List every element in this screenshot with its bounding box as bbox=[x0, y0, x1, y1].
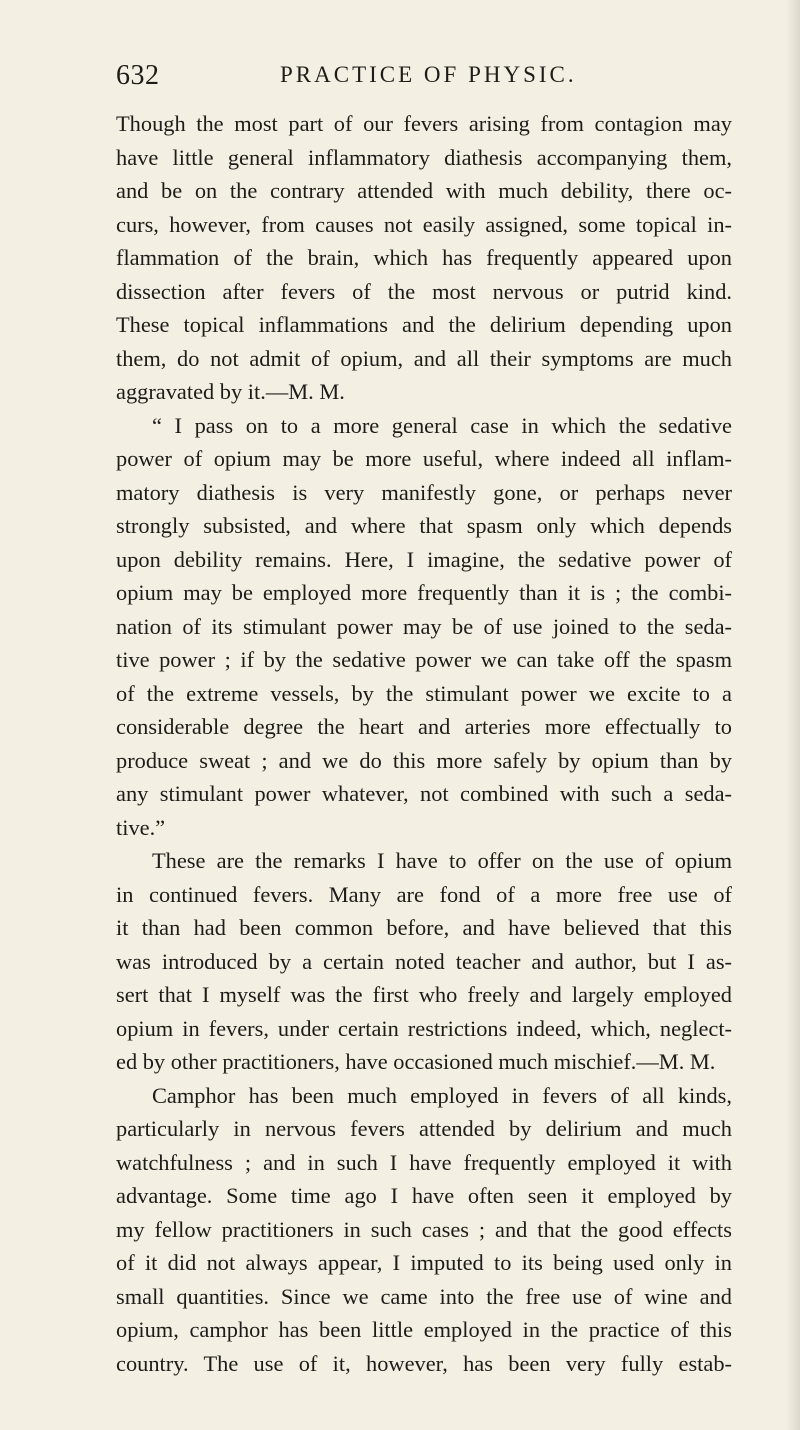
body-text bbox=[116, 107, 732, 1380]
text-line: was introduced by a certain noted teacher and author, but I as- bbox=[116, 948, 732, 974]
text-line: in continued fevers. Many are fond of a more free use of bbox=[116, 881, 732, 907]
page-number: 632 bbox=[116, 60, 160, 91]
text-line: tive power ; if by the sedative power we can take off the spasm bbox=[116, 647, 732, 672]
text-line: sert that I myself was the first who freely and largely employed bbox=[116, 982, 732, 1007]
running-head: PRACTICE OF PHYSIC. bbox=[280, 62, 577, 87]
text-line: country. The use of it, however, has been very fully estab- bbox=[116, 1350, 732, 1376]
text-line: particularly in nervous fevers attended by delirium and much bbox=[116, 1116, 732, 1141]
text-line: them, do not admit of opium, and all their symptoms are much bbox=[116, 345, 732, 371]
text-line: These topical inflammations and the delirium depending upon bbox=[116, 312, 732, 337]
text-line: it than had been common before, and have believed that this bbox=[116, 915, 732, 940]
text-line: “ I pass on to a more general case in which the sedative bbox=[152, 412, 732, 438]
text-line: opium, camphor has been little employed in the practice of this bbox=[116, 1317, 732, 1342]
page-edge-shadow bbox=[786, 0, 800, 1430]
text-line: small quantities. Since we came into the free use of wine and bbox=[116, 1283, 732, 1309]
text-line: opium may be employed more frequently than it is ; the combi- bbox=[116, 580, 732, 605]
text-line: power of opium may be more useful, where indeed all inflam- bbox=[116, 446, 732, 471]
text-line: my fellow practitioners in such cases ; and that the good effects bbox=[116, 1216, 732, 1242]
text-line: tive.” bbox=[116, 814, 166, 840]
text-line: of it did not always appear, I imputed to its being used only in bbox=[116, 1250, 732, 1275]
text-line: dissection after fevers of the most nervous or putrid kind. bbox=[116, 278, 732, 304]
text-line: advantage. Some time ago I have often seen it employed by bbox=[116, 1183, 732, 1208]
text-line: opium in fevers, under certain restrictions indeed, which, neglect- bbox=[116, 1015, 732, 1041]
text-line: produce sweat ; and we do this more safely by opium than by bbox=[116, 747, 732, 773]
text-line: matory diathesis is very manifestly gone, or perhaps never bbox=[116, 479, 732, 505]
text-line: of the extreme vessels, by the stimulant power we excite to a bbox=[116, 680, 732, 706]
text-line: aggravated by it.—M. M. bbox=[116, 379, 345, 404]
page-header bbox=[116, 60, 716, 100]
text-line: Though the most part of our fevers arising from contagion may bbox=[116, 111, 732, 136]
text-line: watchfulness ; and in such I have frequently employed it with bbox=[116, 1149, 732, 1175]
text-line: flammation of the brain, which has frequently appeared upon bbox=[116, 245, 732, 270]
text-line: and be on the contrary attended with much debility, there oc- bbox=[116, 178, 732, 203]
text-line: curs, however, from causes not easily assigned, some topical in- bbox=[116, 211, 732, 237]
text-line: Camphor has been much employed in fevers of all kinds, bbox=[152, 1082, 732, 1108]
text-line: any stimulant power whatever, not combined with such a seda- bbox=[116, 781, 732, 806]
text-line: These are the remarks I have to offer on the use of opium bbox=[152, 848, 732, 873]
text-line: considerable degree the heart and arteries more effectually to bbox=[116, 714, 732, 739]
text-line: upon debility remains. Here, I imagine, the sedative power of bbox=[116, 546, 732, 572]
text-line: ed by other practitioners, have occasioned much mischief.—M. M. bbox=[116, 1049, 716, 1074]
text-line: have little general inflammatory diathesis accompanying them, bbox=[116, 144, 732, 170]
text-line: strongly subsisted, and where that spasm only which depends bbox=[116, 513, 732, 538]
text-line: nation of its stimulant power may be of use joined to the seda- bbox=[116, 613, 732, 639]
